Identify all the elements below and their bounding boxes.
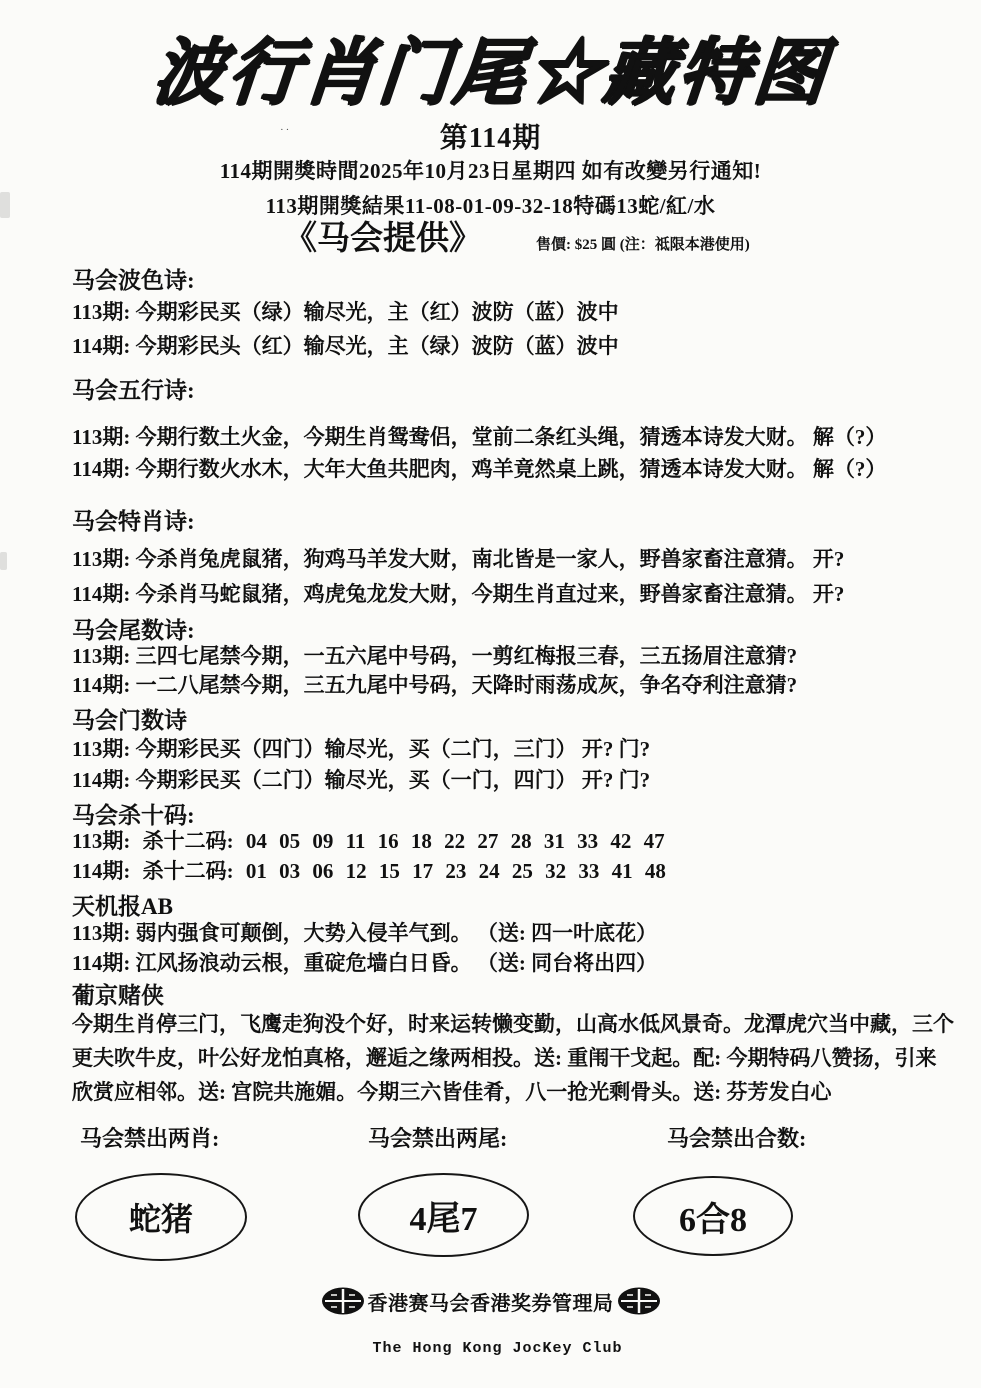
poem-line-114: 114期: 今期彩民买（二门）输尽光，买（一门，四门） 开? 门? bbox=[72, 768, 651, 792]
jockey-club-seal-icon bbox=[617, 1286, 661, 1316]
draw-time-line: 114期開獎時間2025年10月23日星期四 如有改變另行通知! bbox=[219, 159, 762, 183]
forbidden-zodiac-label: 马会禁出两肖: bbox=[80, 1126, 220, 1151]
paragraph-line: 更夫吹牛皮，叶公好龙怕真格，邂逅之缘两相投。送: 重闱干戈起。配: 今期特码八赞扬，引来 bbox=[72, 1046, 937, 1070]
last-result-line: 113期開獎結果11-08-01-09-32-18特碼13蛇/紅/水 bbox=[265, 194, 716, 218]
section-title-pujing-gambler: 葡京赌侠 bbox=[72, 983, 164, 1008]
poem-line-113: 113期: 今期行数土火金，今期生肖鸳鸯侣，堂前二条红头绳，猜透本诗发大财。 解（?） bbox=[72, 425, 887, 449]
poem-line-113: 113期: 三四七尾禁今期，一五六尾中号码，一剪红梅报三春，三五扬眉注意猜? bbox=[72, 644, 798, 668]
paragraph-line: 欣赏应相邻。送: 宫院共施媚。今期三六皆佳肴，八一抢光剩骨头。送: 芬芳发白心 bbox=[72, 1080, 832, 1104]
paragraph-line: 今期生肖停三门，飞鹰走狗没个好，时来运转懒变勤，山高水低风景奇。龙潭虎穴当中藏，三个 bbox=[72, 1012, 954, 1036]
poem-line-113: 113期: 今期彩民买（绿）输尽光，主（红）波防（蓝）波中 bbox=[72, 300, 619, 324]
scan-smudge bbox=[0, 552, 7, 570]
section-title-special-zodiac: 马会特肖诗: bbox=[72, 509, 195, 534]
price-note: 售價: $25 圓 (注：祗限本港使用) bbox=[536, 237, 750, 253]
issue-number: 第114期 bbox=[439, 123, 542, 154]
poem-line-113: 113期: 今期彩民买（四门）输尽光，买（二门，三门） 开? 门? bbox=[72, 737, 651, 761]
section-title-five-elements: 马会五行诗: bbox=[72, 378, 195, 403]
poem-line-114: 114期: 今杀肖马蛇鼠猪，鸡虎兔龙发大财，今期生肖直过来，野兽家畜注意猜。 开? bbox=[72, 582, 845, 606]
poem-line-113: 113期: 今杀肖兔虎鼠猪，狗鸡马羊发大财，南北皆是一家人，野兽家畜注意猜。 开? bbox=[72, 547, 845, 571]
jockey-club-seal-icon bbox=[321, 1286, 365, 1316]
provider-title: 《马会提供》 bbox=[284, 221, 482, 257]
forbidden-zodiac-oval bbox=[75, 1173, 247, 1261]
section-title-tianji-report: 天机报AB bbox=[72, 894, 173, 919]
forbidden-tail-oval bbox=[358, 1173, 529, 1257]
poem-line-114: 114期: 今期彩民头（红）输尽光，主（绿）波防（蓝）波中 bbox=[72, 334, 619, 358]
section-title-door-number: 马会门数诗 bbox=[72, 708, 187, 733]
page-title: 波行肖门尾☆藏特图 bbox=[148, 33, 831, 113]
footer-org-english: The Hong Kong JocKey Club bbox=[372, 1340, 623, 1357]
forbidden-sum-label: 马会禁出合数: bbox=[667, 1126, 807, 1151]
forbidden-tail-label: 马会禁出两尾: bbox=[368, 1126, 508, 1151]
poem-line-114: 114期: 今期行数火水木，大年大鱼共肥肉，鸡羊竟然桌上跳，猜透本诗发大财。 解（?） bbox=[72, 457, 887, 481]
poem-line-114: 114期: 一二八尾禁今期，三五九尾中号码，天降时雨荡成灰，争名夺利注意猜? bbox=[72, 673, 798, 697]
scan-speck: ·· bbox=[280, 124, 292, 136]
forbidden-tail-value: 4尾7 bbox=[409, 1200, 478, 1238]
kill-codes-114: 114期: 杀十二码: 01 03 06 12 15 17 23 24 25 32 33 41 48 bbox=[72, 859, 666, 883]
kill-codes-113: 113期: 杀十二码: 04 05 09 11 16 18 22 27 28 31 33 42 47 bbox=[72, 829, 665, 853]
forbidden-sum-oval bbox=[633, 1176, 793, 1256]
footer-org-row bbox=[0, 1286, 981, 1316]
section-title-tail-number: 马会尾数诗: bbox=[72, 618, 195, 643]
section-title-wave-color: 马会波色诗: bbox=[72, 268, 195, 293]
poem-line-114: 114期: 江风扬浪动云根，重碇危墙白日昏。 （送: 同台将出四） bbox=[72, 951, 658, 975]
poem-line-113: 113期: 弱内强食可颠倒，大势入侵羊气到。 （送: 四一叶底花） bbox=[72, 921, 658, 945]
forbidden-sum-value: 6合8 bbox=[679, 1201, 747, 1239]
forbidden-zodiac-value: 蛇猪 bbox=[128, 1201, 193, 1237]
footer-org-chinese: 香港赛马会香港奖券管理局 bbox=[367, 1292, 614, 1315]
section-title-kill-codes: 马会杀十码: bbox=[72, 803, 195, 828]
